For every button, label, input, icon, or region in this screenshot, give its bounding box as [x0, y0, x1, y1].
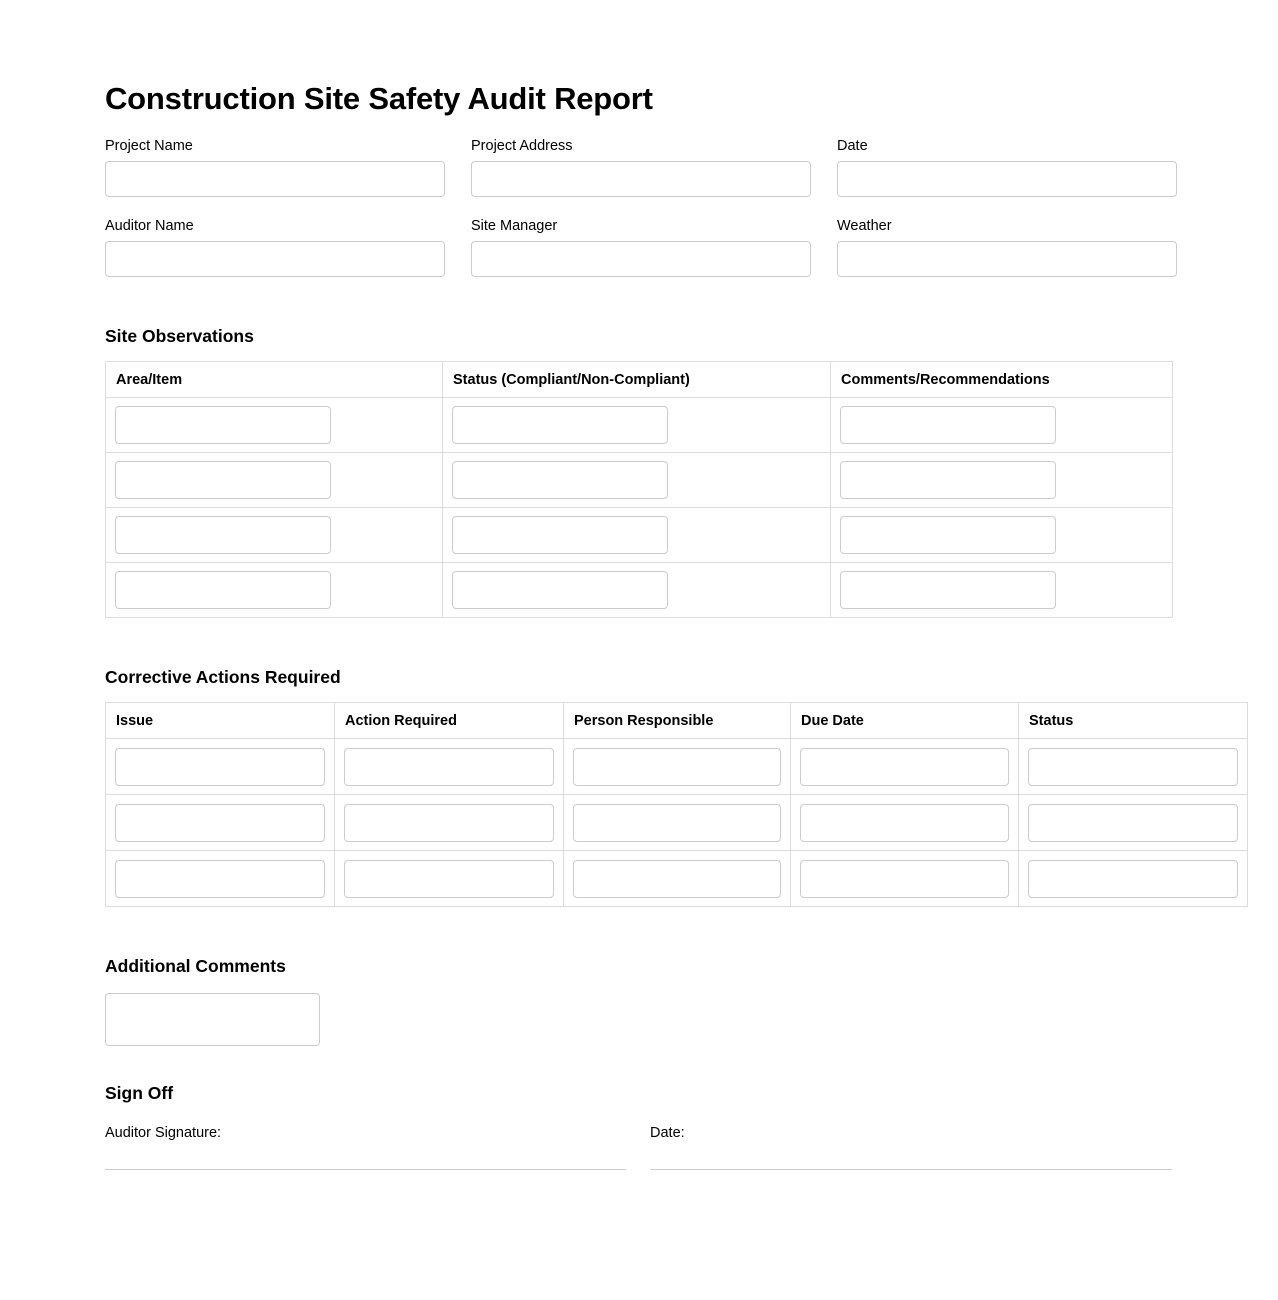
field-label-project-name: Project Name [105, 138, 193, 154]
project-address-input[interactable] [471, 161, 811, 197]
observation-comments-input-4[interactable] [840, 571, 1056, 609]
site-observations-table [105, 361, 1173, 618]
cell-comments [831, 453, 1173, 508]
observation-status-input-3[interactable] [452, 516, 668, 554]
table-header-row [106, 362, 1173, 398]
action-issue-input-3[interactable] [115, 860, 325, 898]
project-name-input[interactable] [105, 161, 445, 197]
column-header-area-item: Area/Item [106, 362, 443, 398]
action-person-responsible-input-2[interactable] [573, 804, 781, 842]
field-project-name [105, 137, 445, 197]
cell-due-date [791, 851, 1019, 907]
action-status-input-1[interactable] [1028, 748, 1238, 786]
page-title: Construction Site Safety Audit Report [105, 81, 653, 116]
field-label-site-manager: Site Manager [471, 218, 558, 234]
date-input[interactable] [837, 161, 1177, 197]
table-row [106, 398, 1173, 453]
field-label-date: Date [837, 138, 868, 154]
cell-area-item [106, 508, 443, 563]
cell-action-required [335, 851, 564, 907]
additional-comments-textarea[interactable] [105, 993, 320, 1046]
column-header-due-date: Due Date [791, 703, 1019, 739]
cell-area-item [106, 398, 443, 453]
observation-area-item-input-1[interactable] [115, 406, 331, 444]
grid-spacer [445, 217, 471, 277]
table-row [106, 795, 1248, 851]
observation-status-input-2[interactable] [452, 461, 668, 499]
observation-comments-input-1[interactable] [840, 406, 1056, 444]
sign-off-date-line[interactable] [650, 1168, 1172, 1170]
cell-action-required [335, 795, 564, 851]
table-row [106, 508, 1173, 563]
table-row [106, 563, 1173, 618]
cell-status [443, 398, 831, 453]
column-header-status: Status [1019, 703, 1248, 739]
action-due-date-input-1[interactable] [800, 748, 1009, 786]
grid-spacer [445, 137, 471, 197]
cell-comments [831, 398, 1173, 453]
cell-person-responsible [564, 739, 791, 795]
section-heading-corrective-actions: Corrective Actions Required [105, 667, 341, 687]
section-heading-sign-off: Sign Off [105, 1083, 174, 1103]
action-due-date-input-2[interactable] [800, 804, 1009, 842]
corrective-actions-table [105, 702, 1248, 907]
observation-status-input-1[interactable] [452, 406, 668, 444]
observation-comments-input-3[interactable] [840, 516, 1056, 554]
table-row [106, 453, 1173, 508]
column-header-comments: Comments/Recommendations [831, 362, 1173, 398]
cell-status [443, 563, 831, 618]
grid-spacer [626, 1124, 650, 1170]
observation-area-item-input-3[interactable] [115, 516, 331, 554]
cell-comments [831, 563, 1173, 618]
section-gap [105, 277, 1173, 325]
section-gap [105, 1046, 1173, 1082]
table-row [106, 739, 1248, 795]
cell-comments [831, 508, 1173, 563]
field-label-weather: Weather [837, 218, 892, 234]
cell-due-date [791, 739, 1019, 795]
cell-issue [106, 851, 335, 907]
sign-off-date-label: Date: [650, 1125, 685, 1141]
action-issue-input-2[interactable] [115, 804, 325, 842]
column-header-person-responsible: Person Responsible [564, 703, 791, 739]
column-header-action-required: Action Required [335, 703, 564, 739]
cell-due-date [791, 795, 1019, 851]
observation-area-item-input-2[interactable] [115, 461, 331, 499]
action-status-input-2[interactable] [1028, 804, 1238, 842]
cell-issue [106, 795, 335, 851]
observation-comments-input-2[interactable] [840, 461, 1056, 499]
action-required-input-2[interactable] [344, 804, 554, 842]
action-person-responsible-input-1[interactable] [573, 748, 781, 786]
cell-action-required [335, 739, 564, 795]
auditor-name-input[interactable] [105, 241, 445, 277]
action-person-responsible-input-3[interactable] [573, 860, 781, 898]
auditor-signature-label: Auditor Signature: [105, 1125, 222, 1141]
field-date [837, 137, 1177, 197]
action-due-date-input-3[interactable] [800, 860, 1009, 898]
grid-row-gap [105, 197, 1177, 217]
section-gap [105, 907, 1173, 955]
weather-input[interactable] [837, 241, 1177, 277]
cell-status [1019, 851, 1248, 907]
grid-spacer [811, 137, 837, 197]
cell-person-responsible [564, 851, 791, 907]
section-heading-site-observations: Site Observations [105, 326, 254, 346]
cell-status [1019, 739, 1248, 795]
action-status-input-3[interactable] [1028, 860, 1238, 898]
sign-off-date-block [650, 1124, 1172, 1170]
observation-status-input-4[interactable] [452, 571, 668, 609]
section-heading-additional-comments: Additional Comments [105, 956, 286, 976]
table-row [106, 851, 1248, 907]
field-label-auditor-name: Auditor Name [105, 218, 194, 234]
column-header-issue: Issue [106, 703, 335, 739]
cell-issue [106, 739, 335, 795]
field-weather [837, 217, 1177, 277]
sign-off-grid [105, 1124, 1173, 1170]
action-required-input-1[interactable] [344, 748, 554, 786]
cell-status [443, 508, 831, 563]
cell-area-item [106, 453, 443, 508]
auditor-signature-line[interactable] [105, 1168, 626, 1170]
cell-area-item [106, 563, 443, 618]
cell-status [443, 453, 831, 508]
field-auditor-name [105, 217, 445, 277]
field-project-address [471, 137, 811, 197]
column-header-status: Status (Compliant/Non-Compliant) [443, 362, 831, 398]
field-site-manager [471, 217, 811, 277]
auditor-signature-block [105, 1124, 626, 1170]
table-header-row [106, 703, 1248, 739]
field-label-project-address: Project Address [471, 138, 573, 154]
grid-spacer [811, 217, 837, 277]
site-manager-input[interactable] [471, 241, 811, 277]
action-required-input-3[interactable] [344, 860, 554, 898]
section-gap [105, 618, 1173, 666]
header-fields-grid [105, 137, 1173, 277]
cell-status [1019, 795, 1248, 851]
observation-area-item-input-4[interactable] [115, 571, 331, 609]
cell-person-responsible [564, 795, 791, 851]
action-issue-input-1[interactable] [115, 748, 325, 786]
